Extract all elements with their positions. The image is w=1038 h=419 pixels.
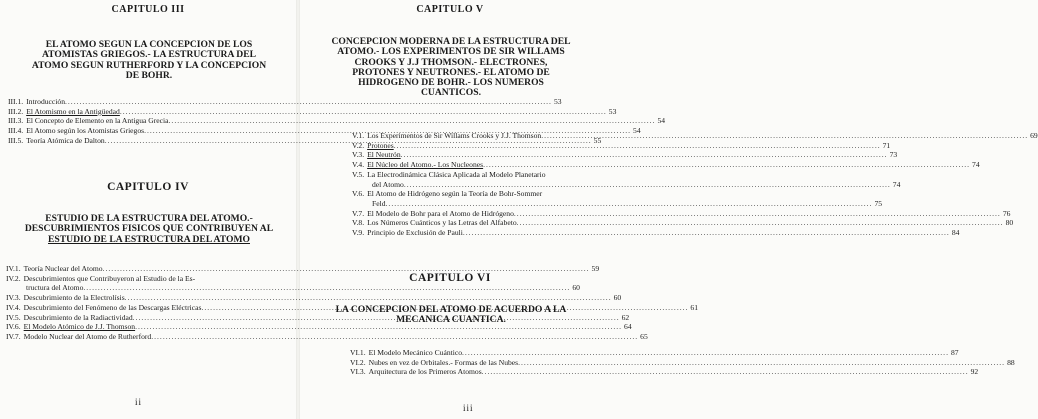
toc-entry-label: El Atomismo en la Antigüedad [26,106,120,116]
toc-entry [8,97,562,107]
toc-entry-page: 64 [624,322,632,332]
toc-entry-page: 60 [613,293,622,303]
toc-entry-label: Descubrimientos que Contribuyeron al Estudio de la Es- [23,273,196,283]
chapter-6-title-line: MECANICA CUANTICA. [396,314,506,326]
toc-entry [350,367,979,377]
toc-entry-number: VI.2. [350,357,366,367]
toc-entry [352,150,898,160]
toc-entry-page: 80 [1005,218,1014,228]
toc-entry [352,179,901,190]
toc-entry-number: IV.6. [6,322,21,332]
toc-entry-label: Teoría Atómica de Dalton [26,135,105,145]
toc-entry-label: Modelo Nuclear del Atomo de Rutherford [23,331,152,341]
toc-entry-page: 69 [1030,131,1038,140]
toc-entry-label: Descubrimiento de la Electrolísis [23,293,125,303]
toc-entry-number: V.5. [352,169,365,179]
chapter-5-title [304,37,598,99]
toc-entry [352,160,980,170]
chapter-5-title-line: PROTONES Y NEUTRONES.- EL ATOMO DE [352,66,550,78]
chapter-3-title-line: DE BOHR. [125,69,173,81]
toc-entry-page: 75 [874,198,883,208]
chapter-4-title-line: DESCUBRIMIENTOS FISICOS QUE CONTRIBUYEN AL [24,223,274,235]
chapter-3-title-line: ATOMISTAS GRIEGOS.- LA ESTRUCTURA DEL [41,49,257,61]
chapter-4-title-line: ESTUDIO DE LA ESTRUCTURA DEL ATOMO [48,233,250,245]
toc-entry-label: El Modelo Atómico de J.J. Thomson [23,322,136,332]
toc-entry-number: IV.1. [6,264,21,273]
left-page-number: ii [135,397,143,407]
chapter-3-heading: CAPITULO III [111,4,185,15]
toc-entry-label: Teoría Nuclear del Atomo [23,264,103,273]
right-page-number: iii [463,403,474,413]
toc-entry-number: IV.5. [6,312,21,322]
chapter-6-title [304,305,598,326]
toc-entry-label: El Neutrón [367,150,401,160]
toc-entry-label: tructura del Atomo [26,283,84,293]
toc-entry-label: Arquitectura de los Primeros Atomos [368,367,482,377]
chapter-6-title-line: LA CONCEPCION DEL ATOMO DE ACUERDO A LA [335,304,567,315]
chapter-5-title-line: HIDROGENO DE BOHR.- LOS NUMEROS [358,77,544,89]
toc-entry-page: 60 [572,283,580,293]
chapter-4-title [4,214,294,245]
toc-entry-page: 62 [621,312,630,322]
toc-entry [6,274,264,284]
toc-entry-page: 88 [1007,357,1015,367]
toc-entry-label: Los Experimentos de Sir Willams Crooks y J.J. Thomson [367,131,542,140]
toc-entry-label: Protones [367,140,394,150]
toc-entry-label: del Atomo [372,179,404,189]
toc-entry-page: 76 [1002,208,1011,218]
toc-entry-number: V.8. [352,218,365,228]
toc-entry [8,116,666,126]
toc-entry [352,228,960,238]
toc-entry-page: 73 [889,150,898,160]
toc-entry [6,293,622,303]
chapter-5-title-line: CONCEPCION MODERNA DE LA ESTRUCTURA DEL [331,36,571,47]
toc-entry-label: El Núcleo del Atomo.- Los Nucleones [367,160,484,170]
toc-entry-number: VI.3. [350,367,366,377]
chapter-6-toc [350,348,1015,377]
toc-entry-label: Introducción [26,97,65,106]
chapter-3-title-line: ATOMO SEGUN RUTHERFORD Y LA CONCEPCION [31,59,267,71]
toc-entry-number: V.2. [352,140,365,150]
toc-entry-number: III.2. [8,106,24,116]
toc-entry-page: 92 [970,367,979,377]
toc-entry [6,283,580,293]
toc-entry [352,198,883,209]
toc-entry-label: Principio de Exclusión de Pauli [367,228,463,238]
toc-entry [352,218,1014,228]
toc-entry-page: 84 [951,228,960,238]
toc-entry-label: El Atomo según los Atomistas Griegos [26,126,145,136]
chapter-4-heading: CAPITULO IV [107,181,189,193]
toc-entry-label: Descubrimiento del Fenómeno de las Descargas Eléctricas [23,302,202,312]
toc-entry-number: V.1. [352,131,365,140]
toc-entry-number: V.9. [352,228,365,238]
toc-entry-number: III.3. [8,116,24,126]
toc-entry [350,348,959,358]
chapter-5-title-line: CROOKS Y J.J THOMSON.- ELECTRONES, [354,56,548,68]
toc-entry-label: El Modelo de Bohr para el Atomo de Hidrógeno [367,208,514,218]
toc-entry-number: V.4. [352,160,365,170]
toc-entry [352,189,594,199]
toc-entry-label: La Electrodinámica Clásica Aplicada al Modelo Planetario [367,169,546,179]
toc-entry-number: IV.7. [6,331,21,341]
toc-entry-page: 87 [950,348,959,357]
toc-entry-label: El Atomo de Hidrógeno según la Teoría de Bohr-Sommer [367,189,543,199]
toc-entry [8,106,617,117]
toc-entry-page: 59 [591,264,600,273]
toc-entry-page: 74 [972,160,980,170]
toc-entry-number: IV.3. [6,293,21,303]
chapter-5-heading: CAPITULO V [416,4,484,15]
toc-entry-number: III.4. [8,126,24,136]
toc-entry [350,357,1015,368]
chapter-6-heading: CAPITULO VI [409,272,491,284]
toc-entry-number: III.5. [8,135,24,145]
chapter-5-title-line: ATOMO.- LOS EXPERIMENTOS DE SIR WILLAMS [337,46,565,58]
toc-entry-number: V.7. [352,208,365,218]
toc-entry-number: V.6. [352,189,365,199]
toc-entry-label: El Concepto de Elemento en la Antigua Grecia [26,116,169,126]
toc-entry-label: Descubrimiento de la Radiactividad [23,312,133,322]
toc-entry [352,170,594,180]
toc-entry-number: III.1. [8,97,24,106]
chapter-3-title-line: EL ATOMO SEGUN LA CONCEPCION DE LOS [45,39,253,50]
toc-entry-label: Los Números Cuánticos y las Letras del Alfabeto [367,218,517,228]
toc-entry [6,331,648,342]
toc-entry-page: 53 [608,106,617,116]
chapter-3-title [4,40,294,81]
toc-entry-page: 61 [690,302,699,312]
toc-entry-label: Feld [372,198,386,208]
toc-entry-number: V.3. [352,150,365,160]
toc-entry-label: El Modelo Mecánico Cuántico [368,348,463,357]
toc-entry-number: VI.1. [350,348,366,357]
toc-entry-number: IV.4. [6,302,21,312]
toc-entry-page: 53 [553,97,562,106]
chapter-5-title-line: CUANTICOS. [421,87,481,99]
toc-entry [352,208,1011,219]
toc-entry [6,322,632,332]
toc-entry-label: Nubes en vez de Orbitales.- Formas de las Nubes [368,357,519,367]
chapter-4-title-line: ESTUDIO DE LA ESTRUCTURA DEL ATOMO.- [45,213,253,224]
toc-entry-page: 71 [882,140,891,150]
toc-entry-page: 74 [892,179,901,189]
toc-entry-number: IV.2. [6,273,21,283]
toc-entry-page: 55 [593,135,602,145]
toc-entry [6,264,600,274]
toc-entry-page: 54 [657,116,666,126]
toc-entry-page: 65 [640,331,648,341]
toc-entry-page: 54 [633,126,641,136]
